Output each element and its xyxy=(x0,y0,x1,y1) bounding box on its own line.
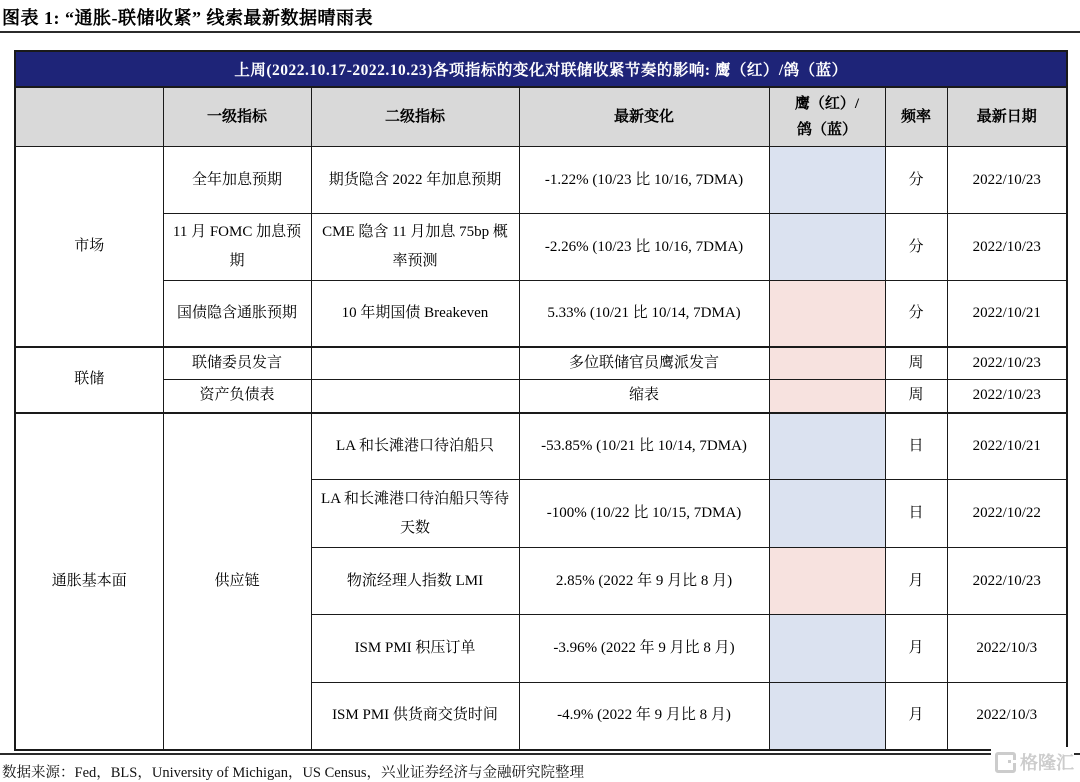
level1-cell: 资产负债表 xyxy=(163,380,311,413)
level1-cell: 国债隐含通胀预期 xyxy=(163,281,311,347)
level1-cell: 联储委员发言 xyxy=(163,347,311,380)
freq-cell: 周 xyxy=(885,380,947,413)
freq-cell: 月 xyxy=(885,683,947,750)
table-row xyxy=(15,147,1067,214)
freq-cell: 分 xyxy=(885,147,947,214)
table-banner: 上周(2022.10.17-2022.10.23)各项指标的变化对联储收紧节奏的影响: 鹰（红）/鸽（蓝） xyxy=(15,51,1067,87)
date-cell: 2022/10/22 xyxy=(947,480,1067,548)
date-cell: 2022/10/21 xyxy=(947,413,1067,480)
date-cell: 2022/10/23 xyxy=(947,147,1067,214)
change-cell: -1.22% (10/23 比 10/16, 7DMA) xyxy=(519,147,769,214)
date-cell: 2022/10/21 xyxy=(947,281,1067,347)
date-cell: 2022/10/3 xyxy=(947,615,1067,683)
signal-cell xyxy=(769,480,885,548)
figure-title: 图表 1: “通胀-联储收紧” 线索最新数据晴雨表 xyxy=(2,8,373,28)
level2-cell: ISM PMI 积压订单 xyxy=(311,615,519,683)
data-source-note: 数据来源：Fed，BLS，University of Michigan，US Census，兴业证券经济与金融研究院整理 xyxy=(2,765,585,781)
footer-divider xyxy=(0,753,1080,755)
table-row xyxy=(15,347,1067,380)
signal-cell xyxy=(769,615,885,683)
group-cell-fed: 联储 xyxy=(15,347,163,413)
signal-cell xyxy=(769,380,885,413)
freq-cell: 分 xyxy=(885,281,947,347)
level2-cell: ISM PMI 供货商交货时间 xyxy=(311,683,519,750)
signal-cell xyxy=(769,147,885,214)
group-cell-inflation: 通胀基本面 xyxy=(15,413,163,750)
signal-cell xyxy=(769,347,885,380)
level1-cell: 11 月 FOMC 加息预期 xyxy=(163,214,311,281)
change-cell: -3.96% (2022 年 9 月比 8 月) xyxy=(519,615,769,683)
change-cell: 多位联储官员鹰派发言 xyxy=(519,347,769,380)
level2-cell: 10 年期国债 Breakeven xyxy=(311,281,519,347)
signal-cell xyxy=(769,214,885,281)
col-header-signal xyxy=(769,87,885,147)
change-cell: -2.26% (10/23 比 10/16, 7DMA) xyxy=(519,214,769,281)
level1-cell: 全年加息预期 xyxy=(163,147,311,214)
date-cell: 2022/10/23 xyxy=(947,347,1067,380)
col-header-date: 最新日期 xyxy=(947,87,1067,147)
date-cell: 2022/10/23 xyxy=(947,214,1067,281)
change-cell: -53.85% (10/21 比 10/14, 7DMA) xyxy=(519,413,769,480)
level2-cell xyxy=(311,380,519,413)
change-cell: 5.33% (10/21 比 10/14, 7DMA) xyxy=(519,281,769,347)
title-divider xyxy=(0,31,1080,33)
gelonghui-logo-text: 格隆汇 xyxy=(1020,753,1074,773)
signal-cell xyxy=(769,281,885,347)
level2-cell: 期货隐含 2022 年加息预期 xyxy=(311,147,519,214)
table-row xyxy=(15,413,1067,480)
change-cell: -4.9% (2022 年 9 月比 8 月) xyxy=(519,683,769,750)
gelonghui-watermark xyxy=(991,747,1074,777)
date-cell: 2022/10/23 xyxy=(947,380,1067,413)
col-header-freq: 频率 xyxy=(885,87,947,147)
col-header-level2: 二级指标 xyxy=(311,87,519,147)
col-header-group xyxy=(15,87,163,147)
level2-cell: 物流经理人指数 LMI xyxy=(311,548,519,615)
signal-cell xyxy=(769,548,885,615)
col-header-change: 最新变化 xyxy=(519,87,769,147)
table-row xyxy=(15,380,1067,413)
table-banner-row xyxy=(15,51,1067,87)
col-header-signal-line2: 鸽（蓝） xyxy=(796,122,857,138)
freq-cell: 日 xyxy=(885,480,947,548)
column-header-row xyxy=(15,87,1067,147)
date-cell: 2022/10/23 xyxy=(947,548,1067,615)
freq-cell: 周 xyxy=(885,347,947,380)
change-cell: 2.85% (2022 年 9 月比 8 月) xyxy=(519,548,769,615)
freq-cell: 月 xyxy=(885,615,947,683)
freq-cell: 日 xyxy=(885,413,947,480)
level2-cell xyxy=(311,347,519,380)
barometer-table xyxy=(14,50,1068,751)
freq-cell: 月 xyxy=(885,548,947,615)
signal-cell xyxy=(769,413,885,480)
freq-cell: 分 xyxy=(885,214,947,281)
col-header-signal-line1: 鹰（红）/ xyxy=(794,96,860,112)
change-cell: -100% (10/22 比 10/15, 7DMA) xyxy=(519,480,769,548)
level2-cell: LA 和长滩港口待泊船只等待天数 xyxy=(311,480,519,548)
gelonghui-logo-icon xyxy=(995,752,1016,773)
table-row xyxy=(15,281,1067,347)
signal-cell xyxy=(769,683,885,750)
col-header-level1: 一级指标 xyxy=(163,87,311,147)
level2-cell: CME 隐含 11 月加息 75bp 概率预测 xyxy=(311,214,519,281)
table-row xyxy=(15,214,1067,281)
level2-cell: LA 和长滩港口待泊船只 xyxy=(311,413,519,480)
subgroup-cell-supply-chain: 供应链 xyxy=(163,413,311,750)
group-cell-market: 市场 xyxy=(15,147,163,347)
change-cell: 缩表 xyxy=(519,380,769,413)
date-cell: 2022/10/3 xyxy=(947,683,1067,750)
